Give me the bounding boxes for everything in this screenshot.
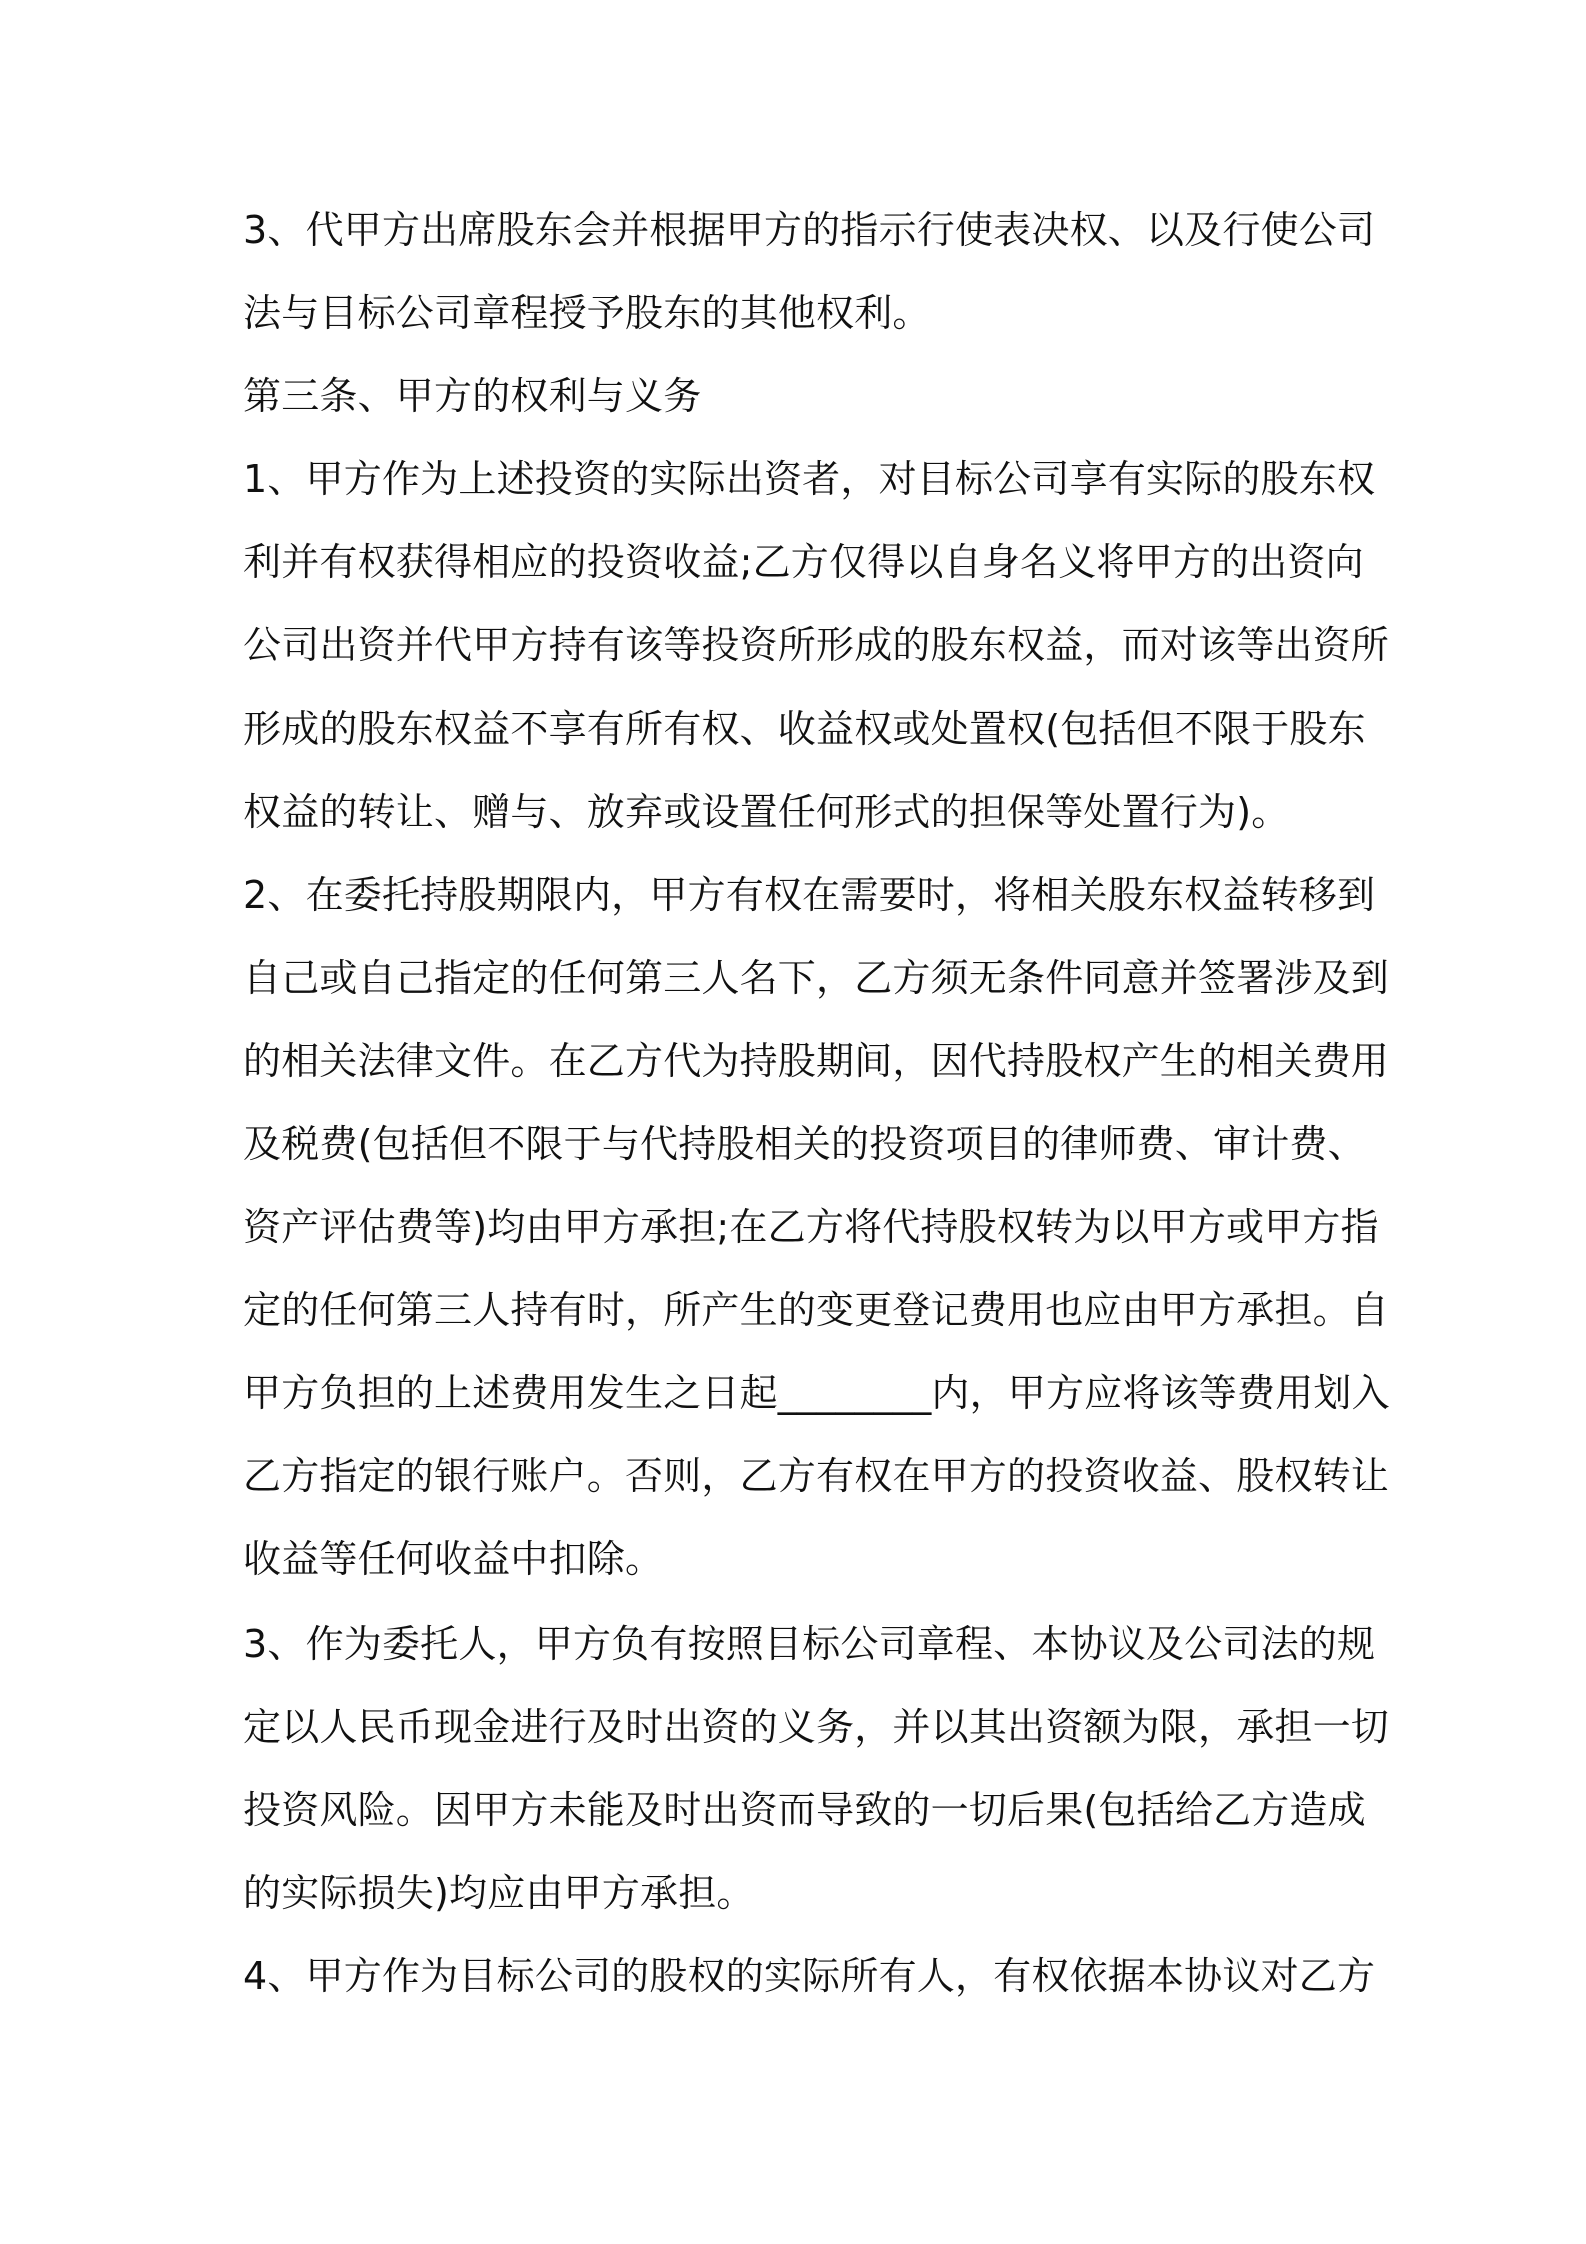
text-line: 形成的股东权益不享有所有权、收益权或处置权(包括但不限于股东 [243, 707, 1366, 751]
text-line: 的相关法律文件。在乙方代为持股期间，因代持股权产生的相关费用 [243, 1039, 1390, 1083]
text-line: 定的任何第三人持有时，所产生的变更登记费用也应由甲方承担。自 [243, 1288, 1390, 1332]
text-line: 资产评估费等)均由甲方承担;在乙方将代持股权转为以甲方或甲方指 [243, 1205, 1379, 1249]
text-line: 3、代甲方出席股东会并根据甲方的指示行使表决权、以及行使公司 [243, 208, 1376, 252]
text-line: 自己或自己指定的任何第三人名下，乙方须无条件同意并签署涉及到 [243, 956, 1390, 1000]
text-line: 甲方负担的上述费用发生之日起________内，甲方应将该等费用划入 [243, 1371, 1390, 1415]
text-line: 收益等任何收益中扣除。 [243, 1537, 664, 1581]
text-line: 权益的转让、赠与、放弃或设置任何形式的担保等处置行为)。 [243, 790, 1290, 834]
section-heading: 第三条、甲方的权利与义务 [243, 374, 702, 418]
text-line: 投资风险。因甲方未能及时出资而导致的一切后果(包括给乙方造成 [243, 1788, 1366, 1832]
text-line: 定以人民币现金进行及时出资的义务，并以其出资额为限，承担一切 [243, 1705, 1390, 1749]
text-line: 乙方指定的银行账户。否则，乙方有权在甲方的投资收益、股权转让 [243, 1454, 1390, 1498]
text-line: 4、甲方作为目标公司的股权的实际所有人，有权依据本协议对乙方 [243, 1954, 1376, 1998]
text-line: 1、甲方作为上述投资的实际出资者，对目标公司享有实际的股东权 [243, 457, 1376, 501]
text-line: 2、在委托持股期限内，甲方有权在需要时，将相关股东权益转移到 [243, 873, 1376, 917]
text-line: 的实际损失)均应由甲方承担。 [243, 1871, 755, 1915]
text-line: 法与目标公司章程授予股东的其他权利。 [243, 291, 931, 335]
text-line: 公司出资并代甲方持有该等投资所形成的股东权益，而对该等出资所 [243, 623, 1390, 667]
text-line: 3、作为委托人，甲方负有按照目标公司章程、本协议及公司法的规 [243, 1622, 1376, 1666]
text-line: 及税费(包括但不限于与代持股相关的投资项目的律师费、审计费、 [243, 1122, 1366, 1166]
text-line: 利并有权获得相应的投资收益;乙方仅得以自身名义将甲方的出资向 [243, 540, 1364, 584]
